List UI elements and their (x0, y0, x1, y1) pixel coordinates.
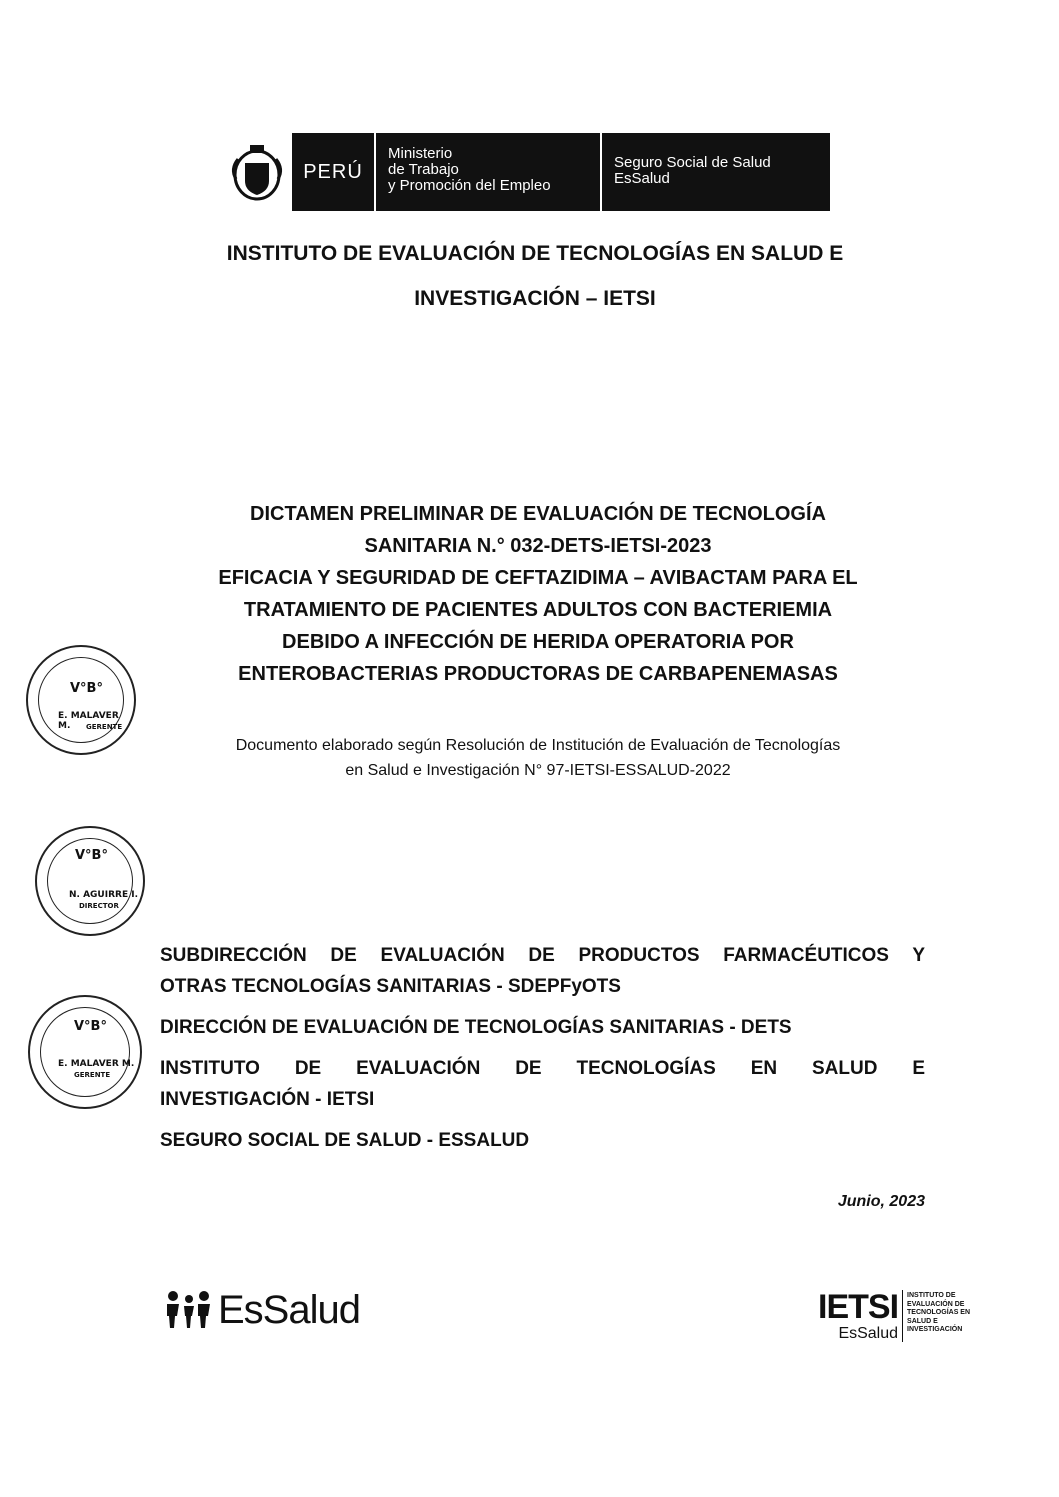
dictamen-line: EFICACIA Y SEGURIDAD DE CEFTAZIDIMA – AVIBACTAM PARA EL (218, 567, 858, 589)
seal-vb: V°B° (74, 1019, 107, 1034)
direccion-line: DIRECCIÓN DE EVALUACIÓN DE TECNOLOGÍAS SANITARIAS - DETS (160, 1017, 792, 1038)
essalud-logo (164, 1290, 360, 1330)
ministry-line: y Promoción del Empleo (388, 177, 551, 194)
entity-line: Seguro Social de Salud (614, 154, 771, 171)
coat-of-arms-icon (222, 133, 292, 211)
dictamen-line: DICTAMEN PRELIMINAR DE EVALUACIÓN DE TECNOLOGÍA (250, 503, 826, 525)
essalud-logo-text: EsSalud (218, 1288, 360, 1332)
ietsi-desc-line: EVALUACIÓN DE (907, 1300, 965, 1308)
ministry-line: de Trabajo (388, 161, 459, 178)
dictamen-line: SANITARIA N.° 032-DETS-IETSI-2023 (364, 535, 712, 557)
family-icon (164, 1290, 214, 1330)
ietsi-desc-line: INVESTIGACIÓN (907, 1326, 963, 1333)
document-date: Junio, 2023 (837, 1193, 925, 1210)
dictamen-line: DEBIDO A INFECCIÓN DE HERIDA OPERATORIA POR (282, 631, 794, 653)
approval-seal-1 (26, 645, 136, 755)
ministry-name (376, 133, 602, 211)
institute-title (160, 231, 910, 321)
approval-seal-3 (28, 995, 142, 1109)
peru-label: PERÚ (292, 133, 376, 211)
seguro-line: SEGURO SOCIAL DE SALUD - ESSALUD (160, 1130, 530, 1151)
seal-role: GERENTE (74, 1071, 111, 1079)
dictamen-title (150, 498, 926, 690)
resolution-note-line: Documento elaborado según Resolución de Institución de Evaluación de Tecnologías (235, 737, 841, 754)
institute-title-line: INSTITUTO DE EVALUACIÓN DE TECNOLOGÍAS EN SALUD E (226, 242, 844, 265)
entity-line: EsSalud (614, 170, 670, 187)
government-banner (222, 133, 840, 211)
organization-block (160, 940, 925, 1156)
seal-role: GERENTE (86, 723, 123, 731)
ietsi-logo-mark (818, 1290, 903, 1342)
dictamen-line: ENTEROBACTERIAS PRODUCTORAS DE CARBAPENEMASAS (238, 663, 838, 685)
ietsi-logo-sub: EsSalud (838, 1325, 899, 1342)
ietsi-desc-line: INSTITUTO DE (907, 1292, 956, 1299)
instituto-line: INSTITUTO DE EVALUACIÓN DE TECNOLOGÍAS EN SALUD E (160, 1058, 925, 1079)
subdireccion-line: OTRAS TECNOLOGÍAS SANITARIAS - SDEPFyOTS (160, 976, 621, 997)
resolution-note-line: en Salud e Investigación N° 97-IETSI-ESSALUD-2022 (345, 762, 731, 779)
instituto-line: INVESTIGACIÓN - IETSI (160, 1089, 375, 1110)
seal-role: DIRECTOR (79, 902, 119, 910)
subdireccion-line: SUBDIRECCIÓN DE EVALUACIÓN DE PRODUCTOS FARMACÉUTICOS Y (160, 945, 925, 966)
ministry-line: Ministerio (388, 145, 453, 162)
seal-name: N. AGUIRRE I. (69, 890, 139, 900)
dictamen-line: TRATAMIENTO DE PACIENTES ADULTOS CON BACTERIEMIA (243, 599, 833, 621)
seal-vb: V°B° (75, 848, 108, 863)
seal-name: E. MALAVER M. (58, 711, 119, 731)
ietsi-desc-line: SALUD E (907, 1317, 938, 1325)
resolution-note (150, 733, 926, 783)
ietsi-logo-word: IETSI (818, 1288, 899, 1326)
seal-name: E. MALAVER M. (58, 1059, 135, 1069)
ietsi-desc-line: TECNOLOGÍAS EN (907, 1309, 971, 1316)
approval-seal-2 (35, 826, 145, 936)
seal-vb: V°B° (70, 681, 103, 696)
institute-title-line: INVESTIGACIÓN – IETSI (414, 287, 656, 310)
entity-name (602, 133, 830, 211)
ietsi-logo-description (903, 1290, 970, 1342)
ietsi-logo (818, 1290, 970, 1342)
